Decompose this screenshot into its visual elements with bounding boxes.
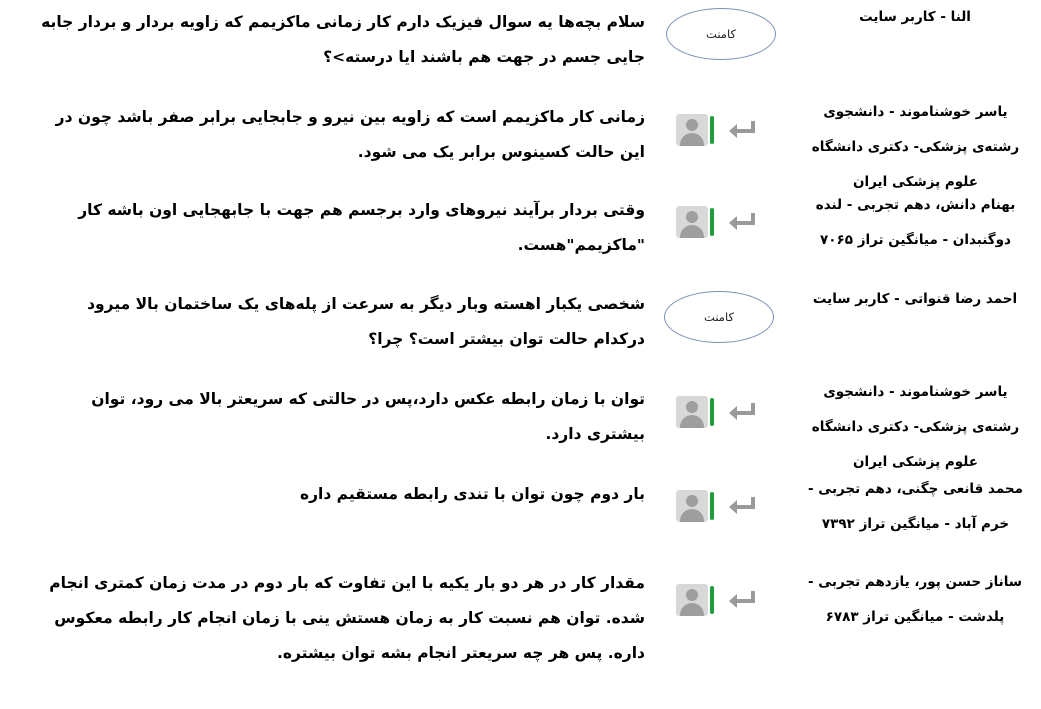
user-avatar-icon	[676, 396, 714, 428]
question-author: احمد رضا قنواتی - کاربر سایت	[812, 291, 1018, 307]
responder-name: بهنام دانش، دهم تجربی - لنده دوگنبدان - میانگین تراز ۷۰۶۵	[815, 197, 1016, 248]
comment-button[interactable]: کامنت	[666, 8, 776, 60]
reply-arrow-icon[interactable]	[726, 494, 758, 518]
answer-text: بار دوم چون توان با تندی رابطه مستقیم داره	[299, 485, 645, 503]
user-avatar-icon	[676, 584, 714, 616]
answer-text: وقتی بردار برآیند نیروهای وارد برجسم هم جهت با جابهجایی اون باشه کار "ماکزیمم"هست.	[78, 201, 645, 254]
user-avatar-icon	[676, 206, 714, 238]
user-avatar-icon	[676, 490, 714, 522]
user-avatar-icon	[676, 114, 714, 146]
responder-name: ساناز حسن پور، یازدهم تجربی - پلدشت - میانگین تراز ۶۷۸۳	[807, 574, 1023, 625]
answer-text: توان با زمان رابطه عکس دارد،پس در حالتی که سریعتر بالا می رود، توان بیشتری دارد.	[91, 390, 645, 443]
responder-name: یاسر خوشناموند - دانشجوی رشته‌ی پزشکی- دکتری دانشگاه علوم پزشکی ایران	[811, 384, 1020, 470]
answer-text: مقدار کار در هر دو بار یکیه با این تفاوت که بار دوم در مدت زمان کمتری انجام شده. توان هم نسبت کار به زمان هستش ینی با زمان انجام کار رابطه معکوس داره. پس هر چه سریعتر انجام بشه توان بیشتره.	[49, 574, 645, 662]
comment-button[interactable]: کامنت	[664, 291, 774, 343]
responder-name: یاسر خوشناموند - دانشجوی رشته‌ی پزشکی- دکتری دانشگاه علوم پزشکی ایران	[811, 104, 1020, 190]
reply-arrow-icon[interactable]	[726, 588, 758, 612]
question-text: سلام بچه‌ها یه سوال فیزیک دارم کار زمانی ماکزیمم که زاویه بردار و بردار جابه جایی جسم در جهت هم باشند ایا درسته>؟	[41, 13, 645, 66]
question-author: النا - کاربر سایت	[859, 9, 971, 25]
answer-text: زمانی کار ماکزیمم است که زاویه بین نیرو و جابجایی برابر صفر باشد چون در این حالت کسینوس برابر یک می شود.	[55, 108, 645, 161]
reply-arrow-icon[interactable]	[726, 118, 758, 142]
question-text: شخصی یکبار اهسته وبار دیگر به سرعت از پله‌های یک ساختمان بالا میرود درکدام حالت توان بیشتر است؟ چرا؟	[87, 295, 645, 348]
reply-arrow-icon[interactable]	[726, 400, 758, 424]
reply-arrow-icon[interactable]	[726, 210, 758, 234]
responder-name: محمد قانعی چگنی، دهم تجربی - خرم آباد - میانگین تراز ۷۳۹۲	[808, 481, 1023, 532]
